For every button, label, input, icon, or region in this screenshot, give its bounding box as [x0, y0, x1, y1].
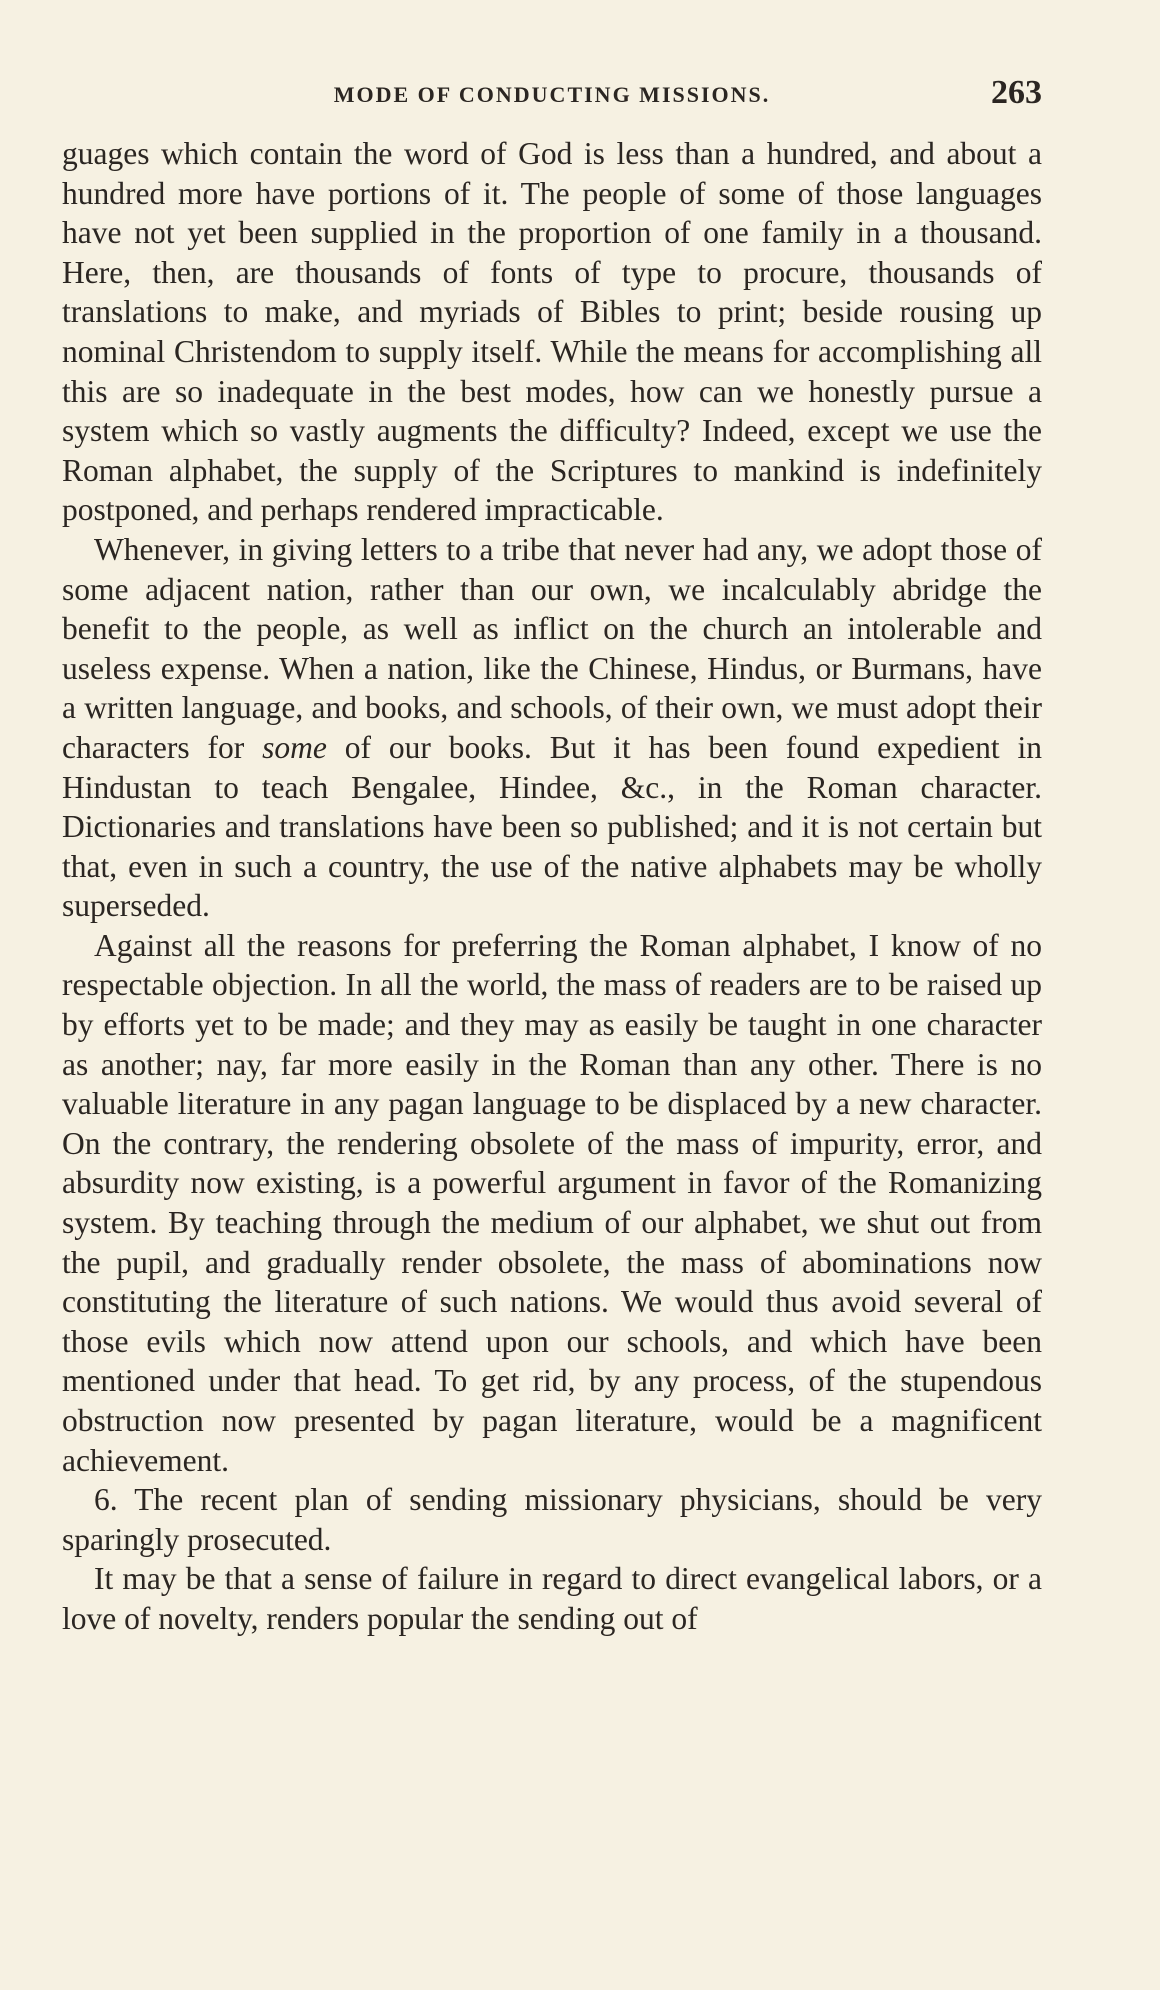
paragraph-p2	[62, 530, 1042, 926]
book-page	[62, 74, 1042, 1639]
running-head	[62, 74, 1042, 124]
paragraph-text: It may be that a sense of failure in regard to direct evangelical labors, or a love of novelty, renders popular the sending out of	[62, 1561, 1042, 1636]
paragraph-p5	[62, 1559, 1042, 1638]
paragraph-p1	[62, 134, 1042, 530]
page-number: 263	[991, 74, 1042, 111]
paragraph-text: 6. The recent plan of sending missionary physicians, should be very sparingly prosecuted.	[62, 1482, 1042, 1557]
body-text	[62, 134, 1042, 1639]
running-title: MODE OF CONDUCTING MISSIONS.	[333, 82, 771, 107]
paragraph-text: of our books. But it has been found expedient in Hindustan to teach Bengalee, Hindee, &c., in the Roman character. Dictionaries and translations have been so published; and it is not certain but that, even in such a country, the use of the native alphabets may be wholly superseded.	[62, 729, 1042, 924]
paragraph-text: Against all the reasons for preferring the Roman alphabet, I know of no respectable objection. In all the world, the mass of readers are to be raised up by efforts yet to be made; and they may as easily be taught in one character as another; nay, far more easily in the Roman than any other. There is no valuable literature in any pagan language to be displaced by a new character. On the contrary, the rendering obsolete of the mass of impurity, error, and absurdity now existing, is a powerful argument in favor of the Romanizing system. By teaching through the medium of our alphabet, we shut out from the pupil, and gradually render obsolete, the mass of abominations now constituting the literature of such nations. We would thus avoid several of those evils which now attend upon our schools, and which have been mentioned under that head. To get rid, by any process, of the stupendous obstruction now presented by pagan literature, would be a magnificent achievement.	[62, 927, 1042, 1478]
paragraph-p4	[62, 1480, 1042, 1559]
paragraph-text: guages which contain the word of God is less than a hundred, and about a hundred more have portions of it. The people of some of those languages have not yet been supplied in the proportion of one family in a thousand. Here, then, are thousands of fonts of type to procure, thousands of translations to make, and myriads of Bibles to print; beside rousing up nominal Christendom to supply itself. While the means for accomplishing all this are so inadequate in the best modes, how can we honestly pursue a system which so vastly augments the difficulty? Indeed, except we use the Roman alphabet, the supply of the Scriptures to mankind is indefinitely postponed, and perhaps rendered impracticable.	[62, 136, 1042, 528]
paragraph-text: Whenever, in giving letters to a tribe that never had any, we adopt those of some adjacent nation, rather than our own, we incalculably abridge the benefit to the people, as well as inflict on the church an intolerable and useless expense. When a nation, like the Chinese, Hindus, or Burmans, have a written language, and books, and schools, of their own, we must adopt their characters for	[62, 531, 1042, 765]
paragraph-p3	[62, 926, 1042, 1480]
emphasis-text: some	[262, 729, 327, 765]
